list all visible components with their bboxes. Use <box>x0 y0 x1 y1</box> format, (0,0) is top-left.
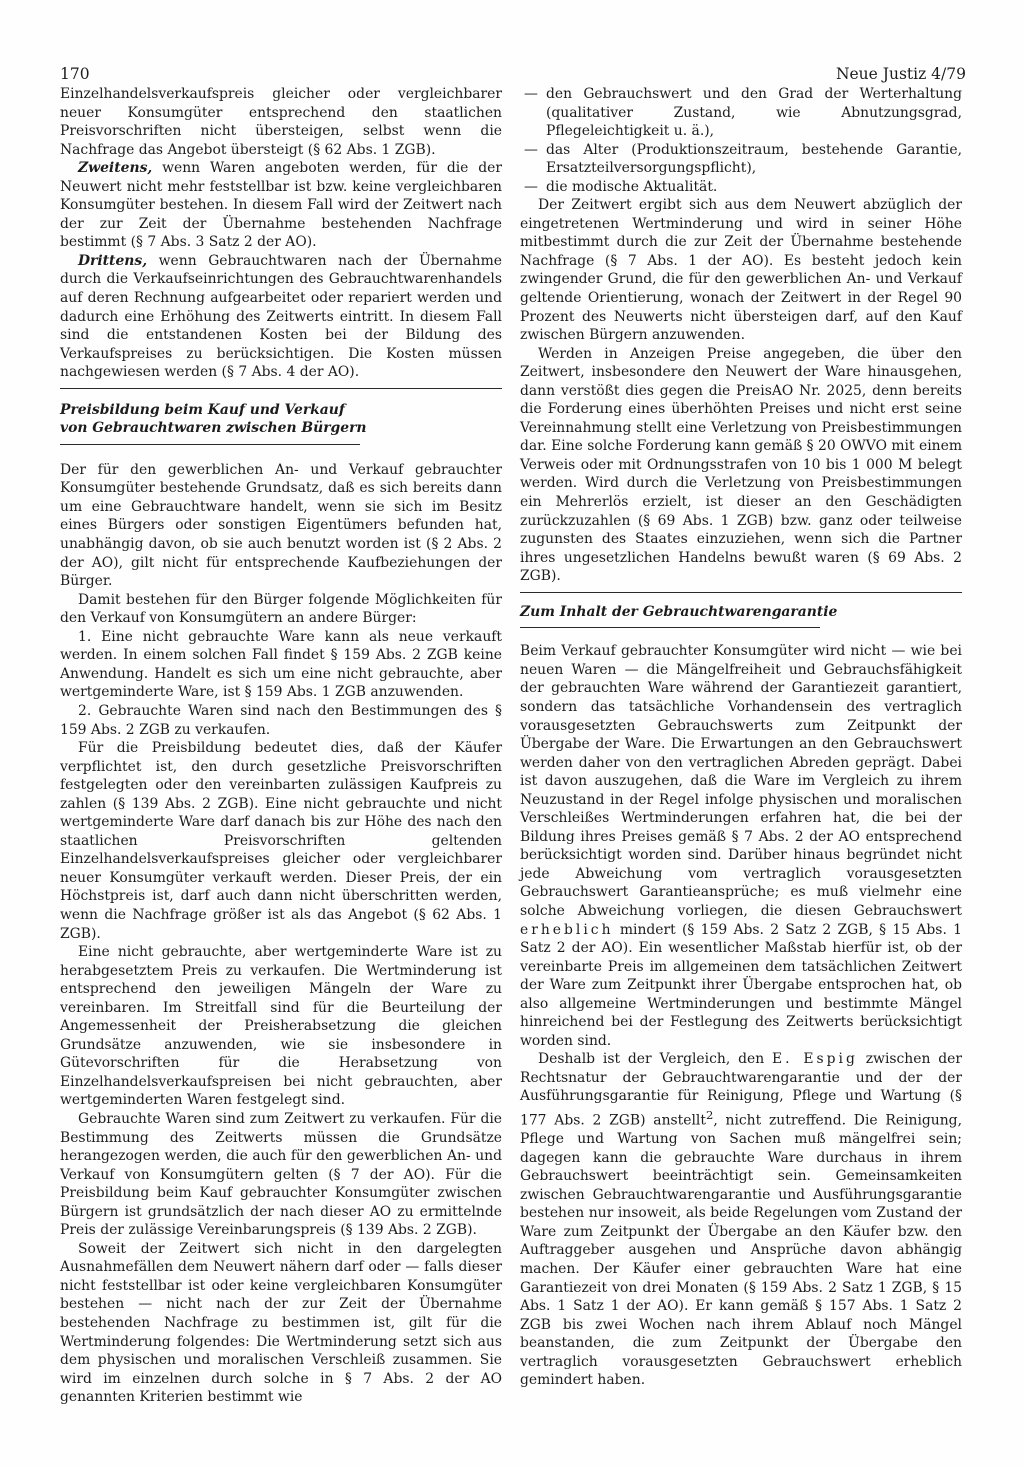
paragraph: Einzelhandelsverkaufspreis gleicher oder vergleichbarer neuer Konsumgüter entsprechend den staatlichen Preisvorschriften nicht übersteigen, selbst wenn die Nachfrage das Angebot übersteigt (§ 62 Abs. 1 ZGB). <box>60 86 502 158</box>
author-name: E. Espig <box>771 1051 858 1068</box>
dash-bullet: — <box>524 141 538 158</box>
dash-bullet: — <box>524 86 538 102</box>
paragraph-text: wenn Waren angeboten werden, für die der Neuwert nicht mehr feststellbar ist bzw. keine vergleichbaren Konsumgüter bestehen. In diesem Fall wird der Zeitwert nach der zur Zeit der Übernahme bestehenden Nachfrage bestimmt (§ 7 Abs. 3 Satz 2 der AO). <box>60 160 502 251</box>
section-heading-line: von Gebrauchtwaren zwischen Bürgern <box>60 420 367 437</box>
paragraph-text: mindert (§ 159 Abs. 2 Satz 2 ZGB, § 15 Abs. 1 Satz 2 der AO). Ein wesentlicher Maßstab hierfür ist, ob der vereinbarte Preis im allgemeinen dem tatsächlichen Zeitwert der Ware zum Zeitpunkt ihrer Übergabe entsprochen hat, ob also allgemeine Wertminderungen und bestimmte Mängel hinreichend bei der Festlegung des Zeitwerts berücksichtigt worden sind. <box>520 921 962 1049</box>
paragraph-lead: Drittens, <box>78 252 148 269</box>
list-item <box>520 85 962 141</box>
paragraph: 1. Eine nicht gebrauchte Ware kann als neue verkauft werden. In einem solchen Fall findet § 159 Abs. 2 ZGB keine Anwendung. Handelt es sich um eine nicht gebrauchte, aber wertgeminderte Ware, ist § 159 Abs. 1 ZGB anzuwenden. <box>60 628 502 701</box>
emphasized-word: erheblich <box>520 921 614 938</box>
list-item <box>520 178 962 197</box>
paragraph <box>60 252 502 382</box>
section-heading <box>60 401 502 438</box>
left-column <box>60 85 502 1407</box>
page-number: 170 <box>60 65 90 83</box>
paragraph <box>520 1050 962 1389</box>
list-item-text: die modische Aktualität. <box>546 178 718 195</box>
paragraph-text: , nicht zutreffend. Die Reinigung, Pflege und Wartung von Sachen muß mängelfrei sein; dagegen kann die gebrauchte Ware durchaus in ihrem Gebrauchswert beeinträchtigt sein. Gemeinsamkeiten zwischen Gebrauchtwarengarantie und Ausführungsgarantie bestehen nur insoweit, als beide Regelungen vom Zustand der Ware zum Zeitpunkt der Übergabe an den Käufer bzw. den Auftraggeber ausgehen und Ansprüche davon abhängig machen. Der Käufer einer gebrauchten Ware hat eine Garantiezeit von drei Monaten (§ 159 Abs. 2 Satz 1 ZGB, § 15 Abs. 1 Satz 1 der AO). Er kann gemäß § 157 Abs. 1 Satz 2 ZGB bis zwei Wochen nach ihrem Ablauf noch Mängel beanstanden, die zum Zeitpunkt der Übergabe den vertraglich vorausgesetzten Gebrauchswert erheblich gemindert haben. <box>520 1112 962 1389</box>
journal-issue: Neue Justiz 4/79 <box>835 65 966 83</box>
list-item <box>520 141 962 178</box>
paragraph: Soweit der Zeitwert sich nicht in den dargelegten Ausnahmefällen dem Neuwert nähern darf oder — falls dieser nicht feststellbar ist oder keine vergleichbaren Konsumgüter bestehen — nicht nach der zur Zeit der Übernahme bestehenden Nachfrage zu bestimmen ist, gilt für die Wertminderung folgendes: Die Wertminderung setzt sich aus dem physischen und moralischen Verschleiß zusammen. Sie wird im einzelnen durch solche in § 7 Abs. 2 der AO genannten Kriterien bestimmt wie <box>60 1240 502 1406</box>
list-item-text: den Gebrauchswert und den Grad der Werterhaltung (qualitativer Zustand, wie Abnutzungsgrad, Pflegeleichtigkeit u. ä.), <box>546 86 962 140</box>
paragraph-text: Beim Verkauf gebrauchter Konsumgüter wird nicht — wie bei neuen Waren — die Mängelfreiheit und Gebrauchsfähigkeit der gebrauchten Ware während der Garantiezeit garantiert, sondern das tatsächliche Vorhandensein des vertraglich vorausgesetzten Gebrauchswerts zum Zeitpunkt der Übergabe der Ware. Die Erwartungen an den Gebrauchswert werden daher von den vertraglichen Abreden geprägt. Dabei ist davon auszugehen, daß die Ware im Vergleich zu ihrem Neuzustand in der Regel infolge physischen und moralischen Verschleißes Wertminderungen erfahren hat, die bei der Bildung ihres Preises gemäß § 7 Abs. 2 der AO entsprechend berücksichtigt worden sind. Darüber hinaus begründet nicht jede Abweichung vom vertraglich vorausgesetzten Gebrauchswert Garantieansprüche; es muß vielmehr eine solche Abweichung vorliegen, die diesen Gebrauchswert <box>520 643 962 919</box>
section-heading: Zum Inhalt der Gebrauchtwarengarantie <box>520 603 838 620</box>
paragraph: Für die Preisbildung bedeutet dies, daß der Käufer verpflichtet ist, den durch gesetzliche Preisvorschriften festgelegten oder den vereinbarten zulässigen Kaufpreis zu zahlen (§ 139 Abs. 2 ZGB). Eine nicht gebrauchte und nicht wertgeminderte Ware darf danach bis zur Höhe des nach den staatlichen Preisvorschriften geltenden Einzelhandelsverkaufspreises gleicher oder vergleichbarer neuer Konsumgüter verkauft werden. Dieser Preis, der ein Höchstpreis ist, darf auch dann nicht überschritten werden, wenn die Nachfrage größer ist als das Angebot (§ 62 Abs. 1 ZGB). <box>60 740 502 942</box>
dash-bullet: — <box>524 178 538 195</box>
paragraph-text: zwischen der Rechtsnatur der Gebrauchtwarengarantie und der der Ausführungsgarantie für Reinigung, Pflege und Wartung (§ 177 Abs. 2 ZGB) anstellt <box>520 1051 963 1129</box>
paragraph: Werden in Anzeigen Preise angegeben, die über den Zeitwert, insbesondere den Neuwert der Ware hinausgehen, dann verstößt dies gegen die PreisAO Nr. 2025, denn bereits die Forderung eines überhöhten Preises und nicht erst seine Vereinnahmung stellt eine Verletzung von Preisbestimmungen dar. Eine solche Forderung kann gemäß § 20 OWVO mit einem Verweis oder mit Ordnungsstrafen von 10 bis 1 000 M belegt werden. Wird durch die Verletzung von Preisbestimmungen ein Mehrerlös erzielt, ist dieser an den Geschädigten zurückzuzahlen (§ 69 Abs. 1 ZGB) bzw. ganz oder teilweise zugunsten des Staates einzuziehen, wenn sich die Partner ihres ungesetzlichen Handelns bewußt waren (§ 69 Abs. 2 ZGB). <box>520 345 962 585</box>
paragraph <box>60 159 502 252</box>
paragraph: 2. Gebrauchte Waren sind nach den Bestimmungen des § 159 Abs. 2 ZGB zu verkaufen. <box>60 702 502 738</box>
paragraph-text: wenn Gebrauchtwaren nach der Übernahme durch die Verkaufseinrichtungen des Gebrauchtwarenhandels auf deren Rechnung aufgearbeitet oder repariert werden und dadurch eine Erhöhung des Zeitwerts eintritt. In diesem Fall sind die entstandenen Kosten bei der Bildung des Verkaufspreises zu berücksichtigen. Die Kosten müssen nachgewiesen werden (§ 7 Abs. 4 der AO). <box>60 252 502 381</box>
footnote-marker: 2 <box>705 1107 714 1122</box>
paragraph: Eine nicht gebrauchte, aber wertgeminderte Ware ist zu herabgesetztem Preis zu verkaufen. Die Wertminderung ist entsprechend den jeweiligen Mängeln der Ware zu vereinbaren. Im Streitfall sind für die Beurteilung der Angemessenheit der Preisherabsetzung die gleichen Grundsätze anzuwenden, wie sie insbesondere in Gütevorschriften für die Herabsetzung von Einzelhandelsverkaufspreisen bei nicht gebrauchten, aber wertgeminderten Waren festgelegt sind. <box>60 944 502 1109</box>
paragraph: Gebrauchte Waren sind zum Zeitwert zu verkaufen. Für die Bestimmung des Zeitwerts müssen die Grundsätze herangezogen werden, die auch für den gewerblichen An- und Verkauf von Konsumgütern gelten (§ 7 der AO). Für die Preisbildung beim Kauf gebrauchter Konsumgüter zwischen Bürgern ist grundsätzlich der nach dieser AO zu ermittelnde Preis der zulässige Vereinbarungspreis (§ 139 Abs. 2 ZGB). <box>60 1110 502 1239</box>
list-item-text: das Alter (Produktionszeitraum, bestehende Garantie, Ersatzteilversorgungspflicht), <box>546 141 962 177</box>
paragraph: Der Zeitwert ergibt sich aus dem Neuwert abzüglich der eingetretenen Wertminderung und wird in seiner Höhe mitbestimmt durch die zur Zeit der Übernahme bestehende Nachfrage (§ 7 Abs. 1 der AO). Es besteht jedoch kein zwingender Grund, die für den gewerblichen An- und Verkauf geltende Orientierung, wonach der Zeitwert in der Regel 90 Prozent des Neuwerts nicht übersteigen darf, auf den Kauf zwischen Bürgern anzuwenden. <box>520 197 962 344</box>
right-column <box>520 85 962 1390</box>
paragraph: Damit bestehen für den Bürger folgende Möglichkeiten für den Verkauf von Konsumgütern an andere Bürger: <box>60 591 502 627</box>
paragraph-text: Deshalb ist der Vergleich, den <box>538 1051 772 1068</box>
section-heading-line: Preisbildung beim Kauf und Verkauf <box>60 401 345 418</box>
paragraph <box>520 642 962 1050</box>
paragraph-lead: Zweitens, <box>78 160 153 177</box>
paragraph: Der für den gewerblichen An- und Verkauf gebrauchter Konsumgüter bestehende Grundsatz, daß es sich bereits dann um eine Gebrauchtware handelt, wenn sie sich im Besitz eines Bürgers oder sonstigen Eigentümers befunden hat, unabhängig davon, ob sie auch benutzt worden ist (§ 2 Abs. 2 der AO), gilt nicht für entsprechende Kaufbeziehungen der Bürger. <box>60 461 502 590</box>
